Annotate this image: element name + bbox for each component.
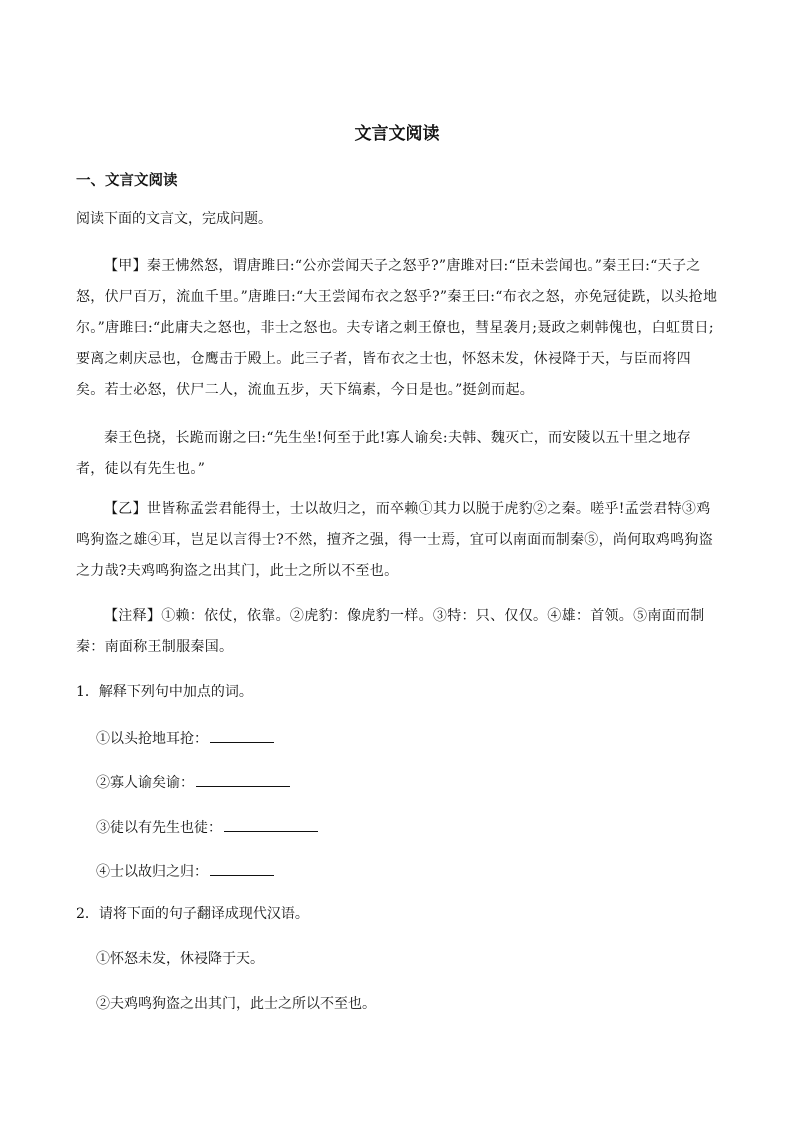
section-heading: 一、文言文阅读 xyxy=(76,172,178,189)
question-1-item xyxy=(96,859,274,883)
answer-blank[interactable] xyxy=(196,770,290,787)
answer-blank[interactable] xyxy=(210,859,274,876)
question-1-item xyxy=(96,726,274,750)
passage-jia-continued: 秦王色挠，长跪而谢之曰:“先生坐!何至于此!寡人谕矣:夫韩、魏灭亡，而安陵以五十里之地存者，徒以有先生也。” xyxy=(76,430,692,477)
question-1-item-label: ①以头抢地耳抢： xyxy=(96,731,208,747)
annotation-notes: 【注释】①赖：依仗，依靠。②虎豹：像虎豹一样。③特：只、仅仅。④雄：首领。⑤南面而制秦：南面称王制服秦国。 xyxy=(76,608,705,655)
answer-blank[interactable] xyxy=(224,815,318,832)
question-1-item-label: ③徒以有先生也徒： xyxy=(96,820,222,836)
question-1-item xyxy=(96,770,290,794)
answer-blank[interactable] xyxy=(210,726,274,743)
question-1-item-label: ②寡人谕矣谕： xyxy=(96,775,194,791)
question-2-item: ①怀怒未发，休祲降于天。 xyxy=(96,951,264,967)
passage-yi: 【乙】世皆称孟尝君能得士，士以故归之，而卒赖①其力以脱于虎豹②之秦。嗟乎!孟尝君特③鸡鸣狗盗之雄④耳，岂足以言得士?不然，擅齐之强，得一士焉，宜可以南面而制秦⑤，尚何取鸡鸣狗盗之力哉?夫鸡鸣狗盗之出其门，此士之所以不至也。 xyxy=(76,501,714,579)
passage-jia: 【甲】秦王怫然怒，谓唐雎曰:“公亦尝闻天子之怒乎?”唐雎对曰:“臣未尝闻也。”秦王曰:“天子之怒，伏尸百万，流血千里。”唐雎曰:“大王尝闻布衣之怒乎?”秦王曰:“布衣之怒，亦免冠徒跣，以头抢地尔。”唐雎曰:“此庸夫之怒也，非士之怒也。夫专诸之刺王僚也，彗星袭月;聂政之刺韩傀也，白虹贯日;要离之刺庆忌也，仓鹰击于殿上。此三子者，皆布衣之士也，怀怒未发，休祲降于天，与臣而将四矣。若士必怒，伏尸二人，流血五步，天下缟素，今日是也。”挺剑而起。 xyxy=(76,258,718,398)
page-title: 文言文阅读 xyxy=(354,124,440,144)
question-1-item-label: ④士以故归之归： xyxy=(96,864,208,880)
question-2-item: ②夫鸡鸣狗盗之出其门，此士之所以不至也。 xyxy=(96,996,376,1012)
instruction-text: 阅读下面的文言文，完成问题。 xyxy=(76,211,272,227)
question-2-stem: 2．请将下面的句子翻译成现代汉语。 xyxy=(76,906,309,922)
question-1-stem: 1．解释下列句中加点的词。 xyxy=(76,684,253,700)
question-1-item xyxy=(96,815,318,839)
